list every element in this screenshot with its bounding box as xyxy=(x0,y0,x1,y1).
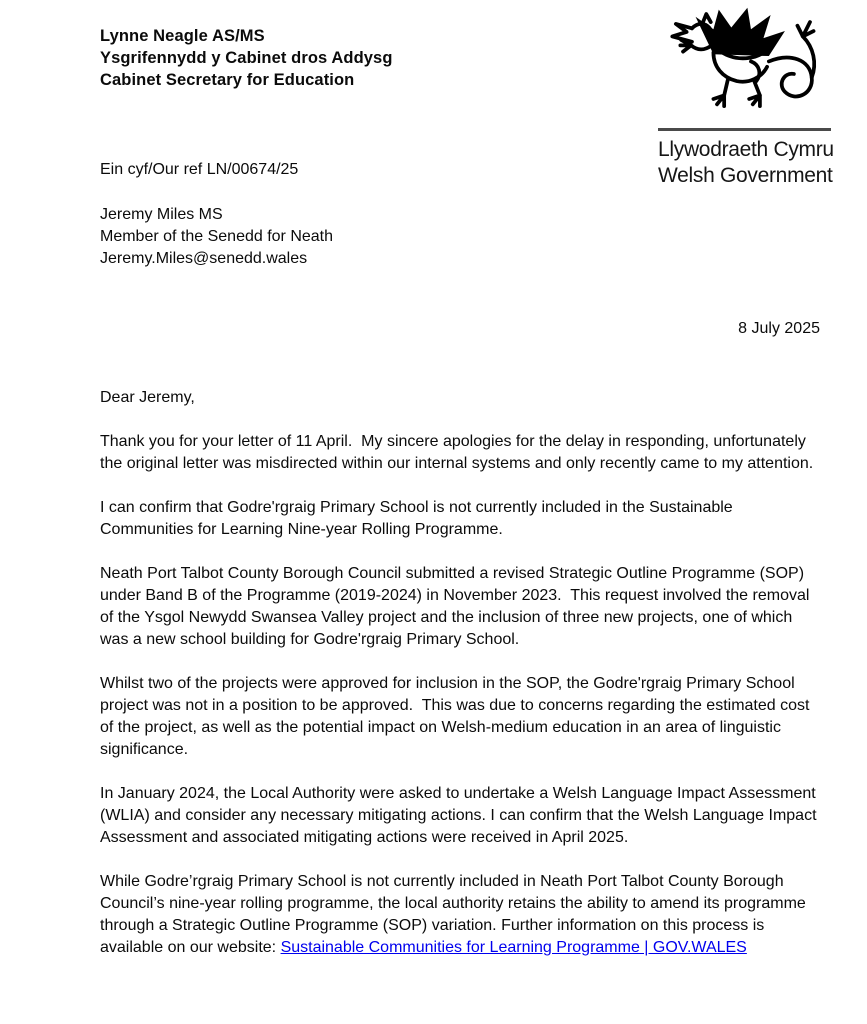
welsh-government-logo xyxy=(658,6,834,189)
paragraph: Whilst two of the projects were approved for inclusion in the SOP, the Godre'rgraig Primary School project was not in a position to be approved. This was due to concerns regarding the estimated cost of the project, as well as the potential impact on Welsh-medium education in an area of linguistic significance. xyxy=(100,675,814,758)
paragraph: Neath Port Talbot County Borough Council submitted a revised Strategic Outline Programme (SOP) under Band B of the Programme (2019-2024) in November 2023. This request involved the removal of the Ysgol Newydd Swansea Valley project and the inclusion of three new projects, one of which was a new school building for Godre'rgraig Primary School. xyxy=(100,565,814,648)
logo-text-welsh: Llywodraeth Cymru xyxy=(658,138,834,161)
paragraph: Thank you for your letter of 11 April. My sincere apologies for the delay in responding, unfortunately the original letter was misdirected within our internal systems and only recently came to my attention. xyxy=(100,433,814,472)
recipient-block xyxy=(100,204,820,270)
recipient-email: Jeremy.Miles@senedd.wales xyxy=(100,250,308,267)
sender-title-english: Cabinet Secretary for Education xyxy=(100,71,355,89)
reference-line: Ein cyf/Our ref LN/00674/25 xyxy=(100,161,299,178)
logo-text-english: Welsh Government xyxy=(658,164,833,187)
recipient-role: Member of the Senedd for Neath xyxy=(100,228,334,245)
paragraph: I can confirm that Godre'rgraig Primary School is not currently included in the Sustainable Communities for Learning Nine-year Rolling Programme. xyxy=(100,499,738,538)
recipient-name: Jeremy Miles MS xyxy=(100,206,223,223)
website-link[interactable]: Sustainable Communities for Learning Programme | GOV.WALES xyxy=(280,939,747,956)
paragraph: In January 2024, the Local Authority were asked to undertake a Welsh Language Impact Assessment (WLIA) and consider any necessary mitigating actions. I can confirm that the Welsh Language Impact Assessment and associated mitigating actions were received in April 2025. xyxy=(100,785,821,846)
welsh-dragon-icon xyxy=(660,6,833,124)
paragraph-with-link xyxy=(100,871,820,959)
letter-date: 8 July 2025 xyxy=(738,320,820,337)
logo-divider xyxy=(658,128,831,131)
salutation: Dear Jeremy, xyxy=(100,389,195,406)
sender-name: Lynne Neagle AS/MS xyxy=(100,27,265,45)
paragraph-text: While Godre’rgraig Primary School is not currently included in Neath Port Talbot County Borough Council’s nine-year rolling programme, the local authority retains the ability to amend its programme through a Strategic Outline Programme (SOP) variation. Further information on this process is available on our website: xyxy=(100,873,811,956)
sender-title-welsh: Ysgrifennydd y Cabinet dros Addysg xyxy=(100,49,393,67)
